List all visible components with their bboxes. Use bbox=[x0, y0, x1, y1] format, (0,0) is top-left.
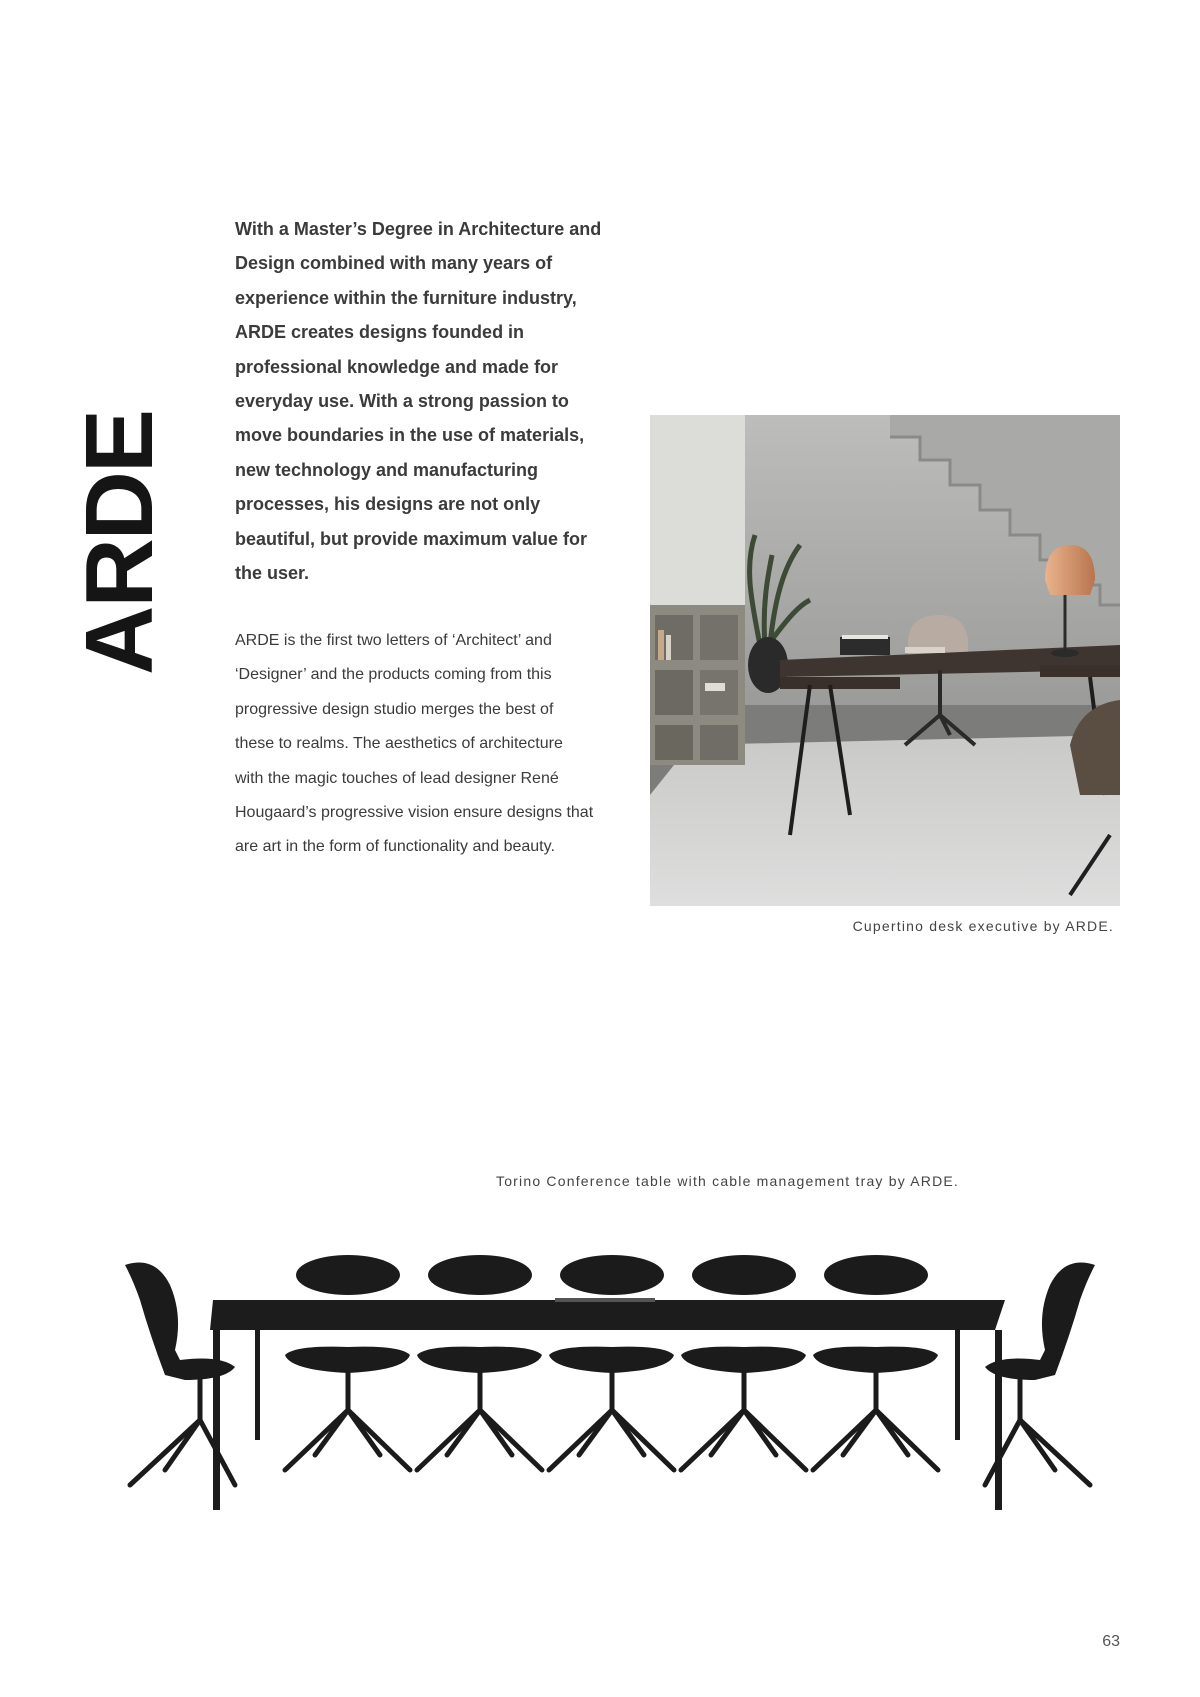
page-number: 63 bbox=[1102, 1633, 1120, 1650]
torino-conference-table-image bbox=[125, 1255, 1095, 1515]
body-paragraph: ARDE is the first two letters of ‘Architect’ and ‘Designer’ and the products coming from this progressive design studio merges the best of these to realms. The aesthetics of architecture with the magic touches of lead designer René Hougaard’s progressive vision ensure designs that are art in the form of functionality and beauty. bbox=[235, 632, 594, 856]
brand-title-vertical bbox=[66, 408, 173, 678]
conference-table-illustration bbox=[125, 1255, 1095, 1515]
conference-caption: Torino Conference table with cable management tray by ARDE. bbox=[496, 1173, 960, 1189]
office-scene-illustration bbox=[650, 415, 1120, 906]
cupertino-desk-photo bbox=[650, 415, 1120, 906]
brand-title-text: ARDE bbox=[66, 410, 173, 676]
photo-caption: Cupertino desk executive by ARDE. bbox=[852, 918, 1114, 934]
intro-paragraph: With a Master’s Degree in Architecture and Design combined with many years of experience within the furniture industry, ARDE creates designs founded in professional knowledge and made for everyday use. With a strong passion to move boundaries in the use of materials, new technology and manufacturing processes, his designs are not only beautiful, but provide maximum value for the user. bbox=[235, 219, 602, 584]
